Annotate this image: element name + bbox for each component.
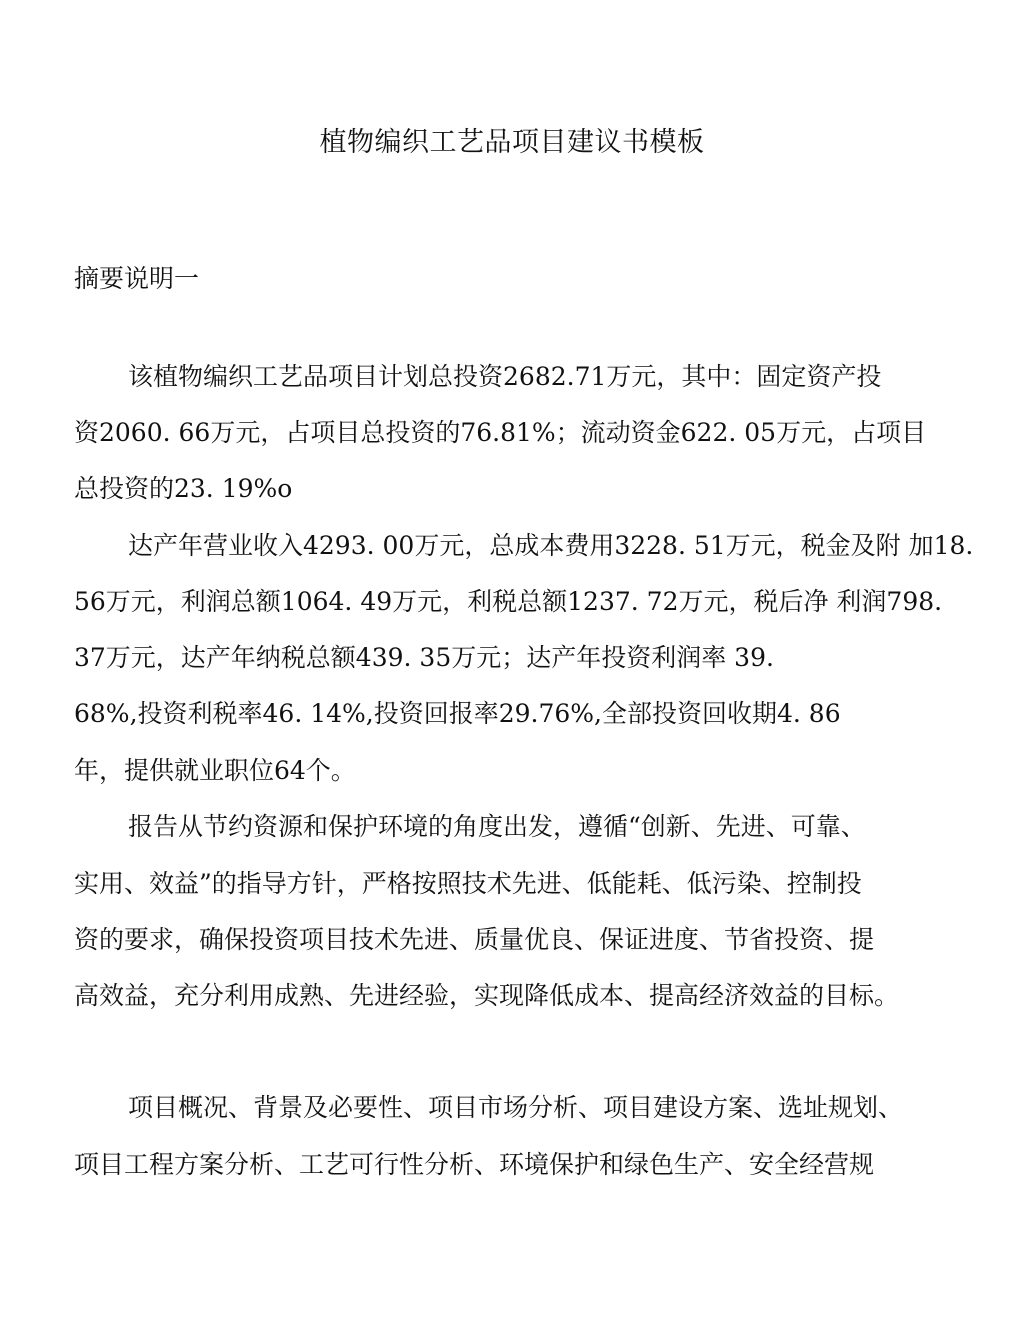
paragraph-line: 达产年营业收入4293. 00万元，总成本费用3228. 51万元，税金及附 加18. — [128, 531, 974, 560]
paragraph-line: 项目概况、背景及必要性、项目市场分析、项目建设方案、选址规划、 — [128, 1093, 904, 1122]
section-heading: 摘要说明一 — [74, 264, 200, 293]
paragraph-line: 报告从节约资源和保护环境的角度出发，遵循“创新、先进、可靠、 — [128, 812, 866, 841]
paragraph-line: 年，提供就业职位64个。 — [74, 756, 356, 785]
paragraph-line: 实用、效益”的指导方针，严格按照技术先进、低能耗、低污染、控制投 — [74, 869, 862, 898]
paragraph-line: 项目工程方案分析、工艺可行性分析、环境保护和绿色生产、安全经营规 — [74, 1150, 875, 1179]
paragraph-line: 37万元，达产年纳税总额439. 35万元；达产年投资利润率 39. — [74, 643, 774, 672]
paragraph-line: 资2060. 66万元，占项目总投资的76.81%；流动资金622. 05万元，占项目 — [74, 418, 927, 447]
paragraph-line: 高效益，充分利用成熟、先进经验，实现降低成本、提高经济效益的目标。 — [74, 981, 900, 1010]
paragraph-line: 56万元，利润总额1064. 49万元，利税总额1237. 72万元，税后净 利润798. — [74, 587, 943, 616]
paragraph-line: 68%,投资利税率46. 14%,投资回报率29.76%,全部投资回收期4. 86 — [74, 699, 841, 728]
document-title: 植物编织工艺品项目建议书模板 — [319, 127, 705, 158]
paragraph-line: 该植物编织工艺品项目计划总投资2682.71万元，其中：固定资产投 — [128, 362, 882, 391]
paragraph-line: 总投资的23. 19%o — [74, 474, 293, 503]
paragraph-line: 资的要求，确保投资项目技术先进、质量优良、保证进度、节省投资、提 — [74, 925, 875, 954]
